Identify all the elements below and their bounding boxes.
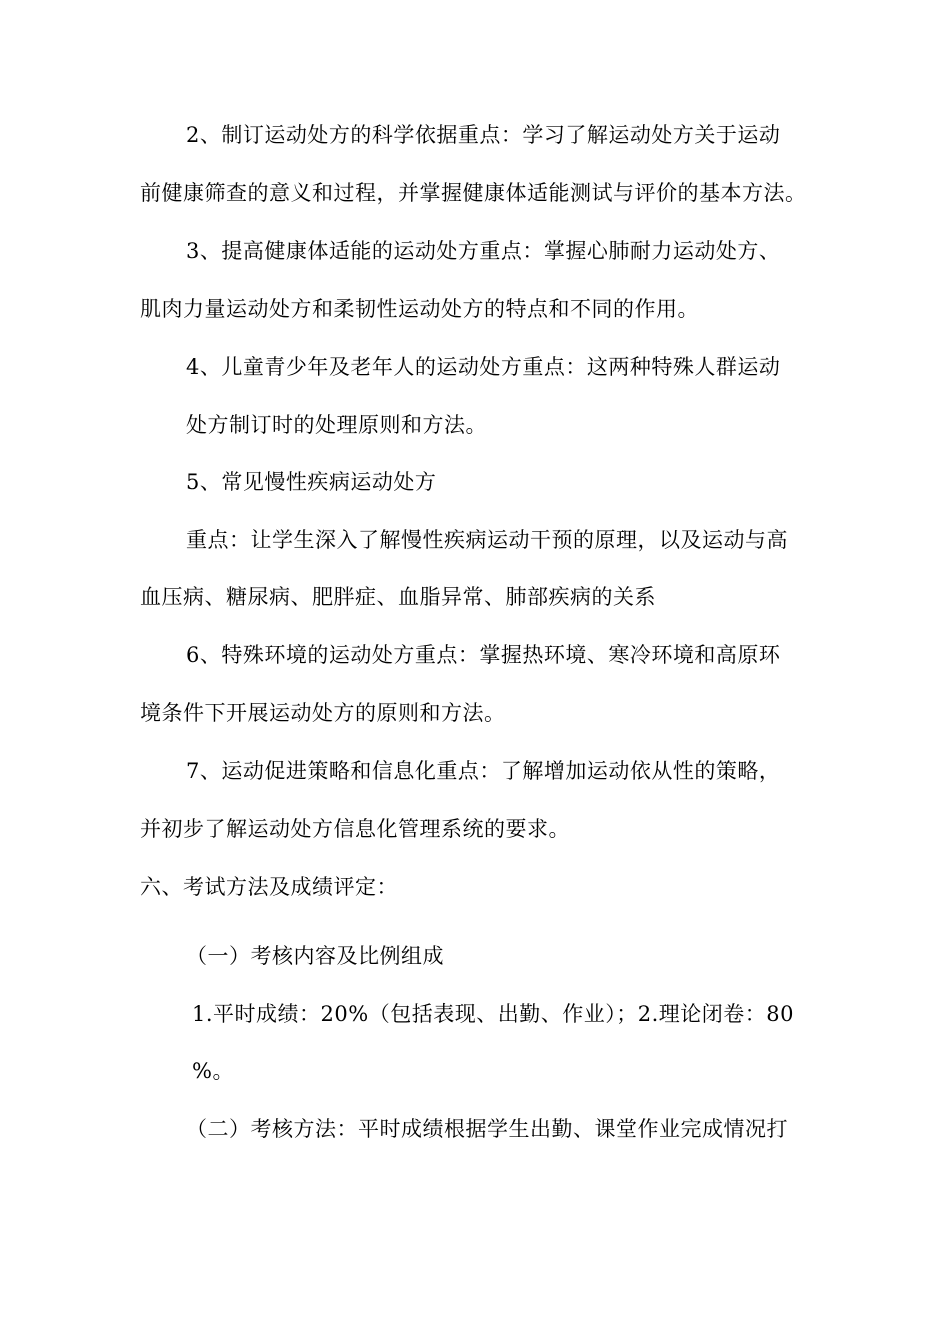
text-line: 4、儿童青少年及老年人的运动处方重点：这两种特殊人群运动 (186, 355, 781, 379)
text-line: 6、特殊环境的运动处方重点：掌握热环境、寒冷环境和高原环 (186, 643, 781, 667)
text-line: 前健康筛查的意义和过程，并掌握健康体适能测试与评价的基本方法。 (140, 181, 807, 205)
subsection-heading: （一）考核内容及比例组成 (186, 944, 444, 968)
text-line: 肌肉力量运动处方和柔韧性运动处方的特点和不同的作用。 (140, 297, 699, 321)
text-line: 并初步了解运动处方信息化管理系统的要求。 (140, 817, 570, 841)
text-line: 5、常见慢性疾病运动处方 (186, 470, 437, 494)
text-line: 重点：让学生深入了解慢性疾病运动干预的原理，以及运动与高 (186, 528, 788, 552)
text-line: 3、提高健康体适能的运动处方重点：掌握心肺耐力运动处方、 (186, 239, 781, 263)
text-line: 境条件下开展运动处方的原则和方法。 (140, 701, 506, 725)
text-line: 2、制订运动处方的科学依据重点：学习了解运动处方关于运动 (186, 123, 781, 147)
text-line: %。 (192, 1059, 234, 1083)
text-line: 1.平时成绩：20%（包括表现、出勤、作业）；2.理论闭卷：80 (192, 1002, 794, 1026)
section-heading: 六、考试方法及成绩评定： (140, 875, 398, 899)
subsection-heading: （二）考核方法：平时成绩根据学生出勤、课堂作业完成情况打 (186, 1117, 788, 1141)
text-line: 7、运动促进策略和信息化重点：了解增加运动依从性的策略， (186, 759, 781, 783)
text-line: 血压病、糖尿病、肥胖症、血脂异常、肺部疾病的关系 (140, 585, 656, 609)
text-line: 处方制订时的处理原则和方法。 (186, 413, 487, 437)
